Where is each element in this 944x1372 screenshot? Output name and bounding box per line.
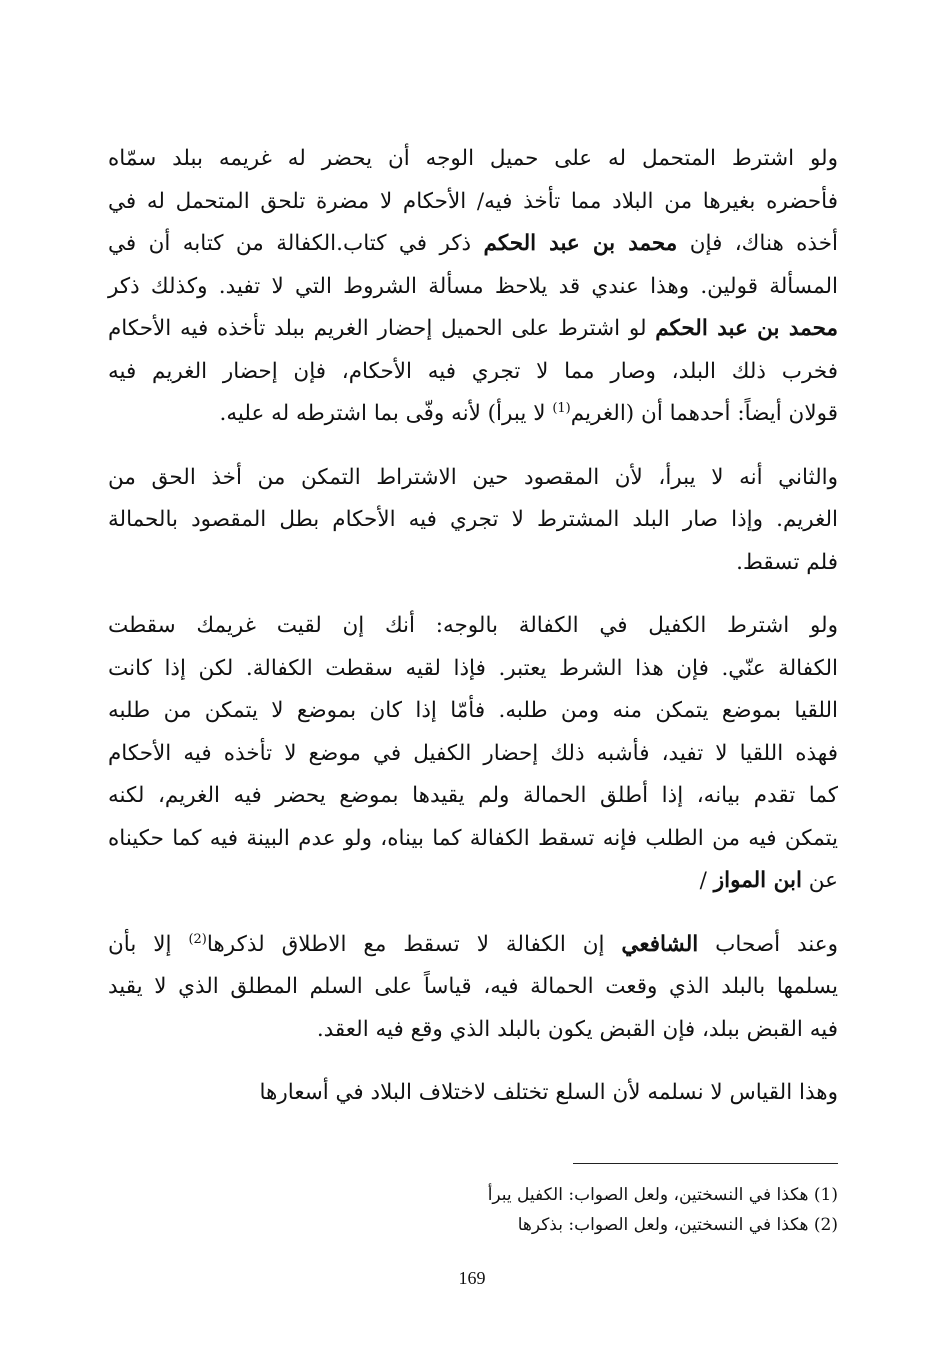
text-run: والثاني أنه لا يبرأ، لأن المقصود حين الاشتراط التمكن من أخذ الحق من [108,464,838,490]
footnote-text: هكذا في النسختين، ولعل الصواب: الكفيل يبرأ [487,1185,809,1205]
text-line [108,860,838,903]
text-line [108,308,838,351]
text-run: كما تقدم بيانه، إذا أطلق الحمالة ولم يقيدها بموضع يحضر فيه الغريم، لكنه [108,783,838,808]
paragraph [108,138,838,436]
footnotes [338,1180,838,1240]
footnote [338,1210,838,1240]
text-line [108,542,838,585]
paragraph [108,457,838,585]
text-run: لا يبرأ) لأنه وفّى بما اشترطه له عليه. [219,401,553,426]
page-number: 169 [458,1268,486,1288]
text-run: لو اشترط على الحميل إحضار الغريم ببلد تأخذه فيه الأحكام [108,316,656,341]
text-line [108,690,838,733]
text-run: عن [801,868,838,893]
main-text [108,138,838,1136]
text-line [108,733,838,776]
text-run: يسلمها بالبلد الذي وقعت الحمالة فيه، قياساً على السلم المطلق الذي لا يقيد [108,974,838,999]
text-line [108,499,838,542]
bold-name: ابن المواز [713,868,802,893]
text-run: فهذه اللقيا لا تفيد، فأشبه ذلك إحضار الكفيل في موضع لا تأخذه فيه الأحكام [108,740,838,766]
paragraph [108,605,838,903]
text-run: فخرب ذلك البلد، وصار مما لا تجري فيه الأحكام، فإن إحضار الغريم فيه [108,358,838,384]
text-run: ولو اشترط الكفيل في الكفالة بالوجه: أنك إن لقيت غريمك سقطت [108,613,838,638]
text-line [108,1072,838,1115]
footnote-text: هكذا في النسختين، ولعل الصواب: بذكرها [517,1215,809,1235]
text-line [108,457,838,500]
text-line [108,775,838,818]
text-run: وعند أصحاب [698,931,838,957]
text-line [108,605,838,648]
text-line [108,266,838,309]
text-line [108,966,838,1009]
bold-name: محمد بن عبد الحكم [483,231,678,256]
text-run: أخذه هناك، فإن [677,231,838,256]
text-run: وهذا القياس لا نسلمه لأن السلع تختلف لاختلاف البلاد في أسعارها [259,1080,838,1105]
text-run: الكفالة عنّي. فإن هذا الشرط يعتبر. فإذا لقيه سقطت الكفالة. لكن إذا كانت [108,655,838,681]
bold-name: محمد بن عبد الحكم [655,316,838,341]
text-run: ولو اشترط المتحمل له على حميل الوجه أن يحضر له غريمه ببلد سمّاه [108,146,838,171]
text-run: فلم تسقط. [736,549,838,575]
text-line [108,818,838,861]
text-run: فيه القبض ببلد، فإن القبض يكون بالبلد الذي وقع فيه العقد. [316,1016,838,1042]
text-run: / [699,868,714,893]
text-line [108,351,838,394]
text-line [108,924,838,967]
footnote-number: (1) [813,1185,838,1205]
text-line [108,1009,838,1052]
paragraph [108,924,838,1052]
footnote-ref: (1) [552,400,571,416]
text-line [108,648,838,691]
text-run: ذكر في كتاب.الكفالة من كتابه أن في [108,231,484,256]
paragraph [108,1072,838,1115]
text-run: إن الكفالة لا تسقط مع الاطلاق لذكرها [206,931,622,957]
footnote-ref: (2) [188,931,207,947]
text-run: الغريم. وإذا صار البلد المشترط لا تجري فيه الأحكام بطل المقصود بالحمالة [108,507,838,532]
text-line [108,393,838,436]
footnote [338,1180,838,1210]
text-line [108,223,838,266]
footnote-number: (2) [813,1215,838,1235]
text-run: يتمكن فيه من الطلب فإنه تسقط الكفالة كما بيناه، ولو عدم البينة فيه كما حكيناه [108,825,838,851]
text-run: إلا بأن [108,931,189,957]
text-run: قولان أيضاً: أحدهما أن (الغريم [570,401,838,426]
text-line [108,138,838,181]
text-run: فأحضره بغيرها من البلاد مما تأخذ فيه/ الأحكام لا مضرة تلحق المتحمل له في [108,188,838,214]
bold-name: الشافعي [621,931,699,957]
footnote-divider [573,1163,838,1164]
text-run: اللقيا بموضع يتمكن منه ومن طلبه. فأمّا إذا كان بموضع لا يتمكن من طلبه [108,698,838,723]
text-run: المسألة قولين. وهذا عندي قد يلاحظ مسألة الشروط التي لا تفيد. وكذلك ذكر [108,273,838,299]
text-line [108,181,838,224]
